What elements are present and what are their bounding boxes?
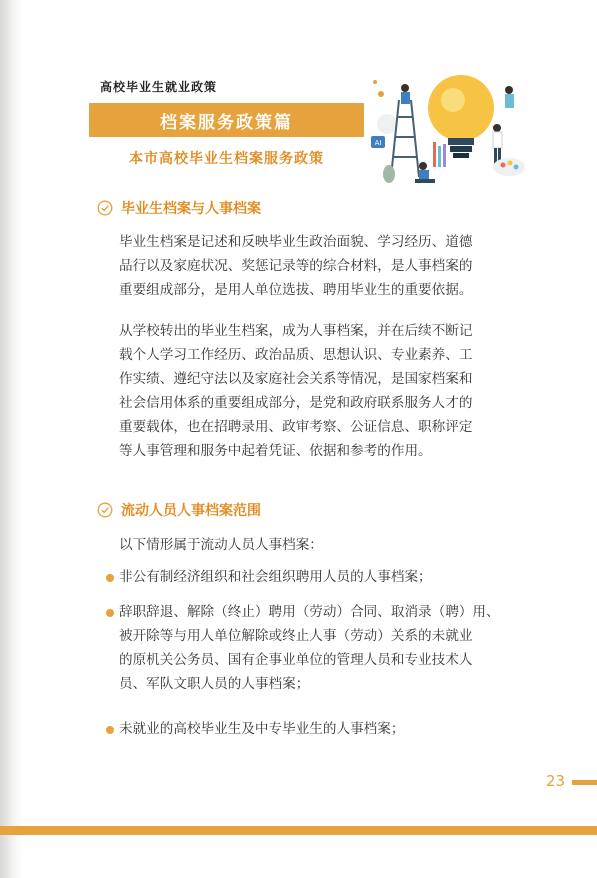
person-legs: [415, 179, 435, 183]
text-line: 重要组成部分，是用人单位选拔、聘用毕业生的重要依据。: [119, 282, 473, 298]
ladder-rail: [411, 100, 419, 177]
header-caption: 高校毕业生就业政策: [100, 80, 218, 94]
page-number-bar: [572, 780, 597, 785]
bullet-dot: [106, 726, 114, 734]
ai-badge-text: AI: [374, 139, 382, 147]
check-circle-icon: [97, 200, 113, 216]
bulb-base: [450, 146, 472, 152]
person-body: [401, 92, 410, 104]
text-line: 的原机关公务员、国有企事业单位的管理人员和专业技术人: [119, 652, 473, 668]
text-line: 员、军队文职人员的人事档案；: [119, 676, 310, 692]
palette: [493, 158, 525, 176]
section-title: 流动人员人事档案范围: [121, 503, 261, 519]
section-heading-scope: [97, 500, 261, 520]
section-banner: [89, 103, 364, 137]
person-head: [401, 84, 409, 92]
paragraph: [119, 230, 503, 302]
bulb-base: [453, 153, 469, 158]
lightbulb-teamwork-illustration: [369, 72, 529, 197]
ladder-rail: [391, 100, 399, 177]
text-line: 辞职辞退、解除（终止）聘用（劳动）合同、取消录（聘）用、: [119, 604, 500, 620]
text-line: 毕业生档案是记述和反映毕业生政治面貌、学习经历、道德: [119, 234, 473, 250]
text-line: 社会信用体系的重要组成部分，是党和政府联系服务人才的: [119, 395, 473, 411]
text-line: 以下情形属于流动人员人事档案：: [119, 537, 323, 553]
list-item: [119, 717, 503, 741]
text-line: 作实绩、遵纪守法以及家庭社会关系等情况，是国家档案和: [119, 371, 473, 387]
text-line: 未就业的高校毕业生及中专毕业生的人事档案；: [119, 721, 405, 737]
text-line: 品行以及家庭状况、奖惩记录等的综合材料，是人事档案的: [119, 258, 473, 274]
pencil: [433, 142, 436, 167]
text-line: 载个人学习工作经历、政治品质、思想认识、专业素养、工: [119, 347, 473, 363]
plant-leaf: [383, 165, 395, 183]
pencil: [443, 144, 446, 167]
dot-decoration: [373, 80, 377, 84]
dot-decoration: [378, 91, 384, 97]
bulb-highlight: [441, 88, 465, 112]
check-circle-icon: [97, 502, 113, 518]
paint-dot: [501, 163, 506, 168]
binding-shadow: [0, 0, 22, 878]
person-head: [419, 162, 427, 170]
paint-dot: [508, 161, 513, 166]
footer-bar: [0, 826, 597, 835]
person-head: [493, 124, 501, 132]
paragraph: [119, 319, 503, 463]
banner-title: 档案服务政策篇: [160, 112, 293, 133]
pencil: [438, 146, 441, 167]
text-line: 非公有制经济组织和社会组织聘用人员的人事档案；: [119, 569, 432, 585]
text-line: 重要载体，也在招聘录用、政审考察、公证信息、职称评定: [119, 419, 473, 435]
bullet-dot: [106, 574, 114, 582]
intro-line: [119, 533, 503, 557]
person-body: [493, 132, 502, 148]
page-subtitle: 本市高校毕业生档案服务政策: [129, 151, 324, 167]
bullet-dot: [106, 609, 114, 617]
bulb-base: [448, 138, 474, 145]
section-title: 毕业生档案与人事档案: [121, 201, 261, 217]
text-line: 被开除等与用人单位解除或终止人事（劳动）关系的未就业: [119, 628, 473, 644]
cloud-decoration: [377, 114, 397, 134]
page-number: 23: [546, 772, 566, 790]
text-line: 从学校转出的毕业生档案，成为人事档案，并在后续不断记: [119, 323, 473, 339]
section-heading-archives: [97, 198, 261, 218]
list-item: [119, 600, 503, 696]
person-body: [505, 94, 514, 108]
person-body: [419, 170, 429, 180]
paint-dot: [514, 165, 519, 170]
person-head: [505, 86, 513, 94]
list-item: [119, 565, 503, 589]
text-line: 等人事管理和服务中起着凭证、依据和参考的作用。: [119, 443, 432, 459]
